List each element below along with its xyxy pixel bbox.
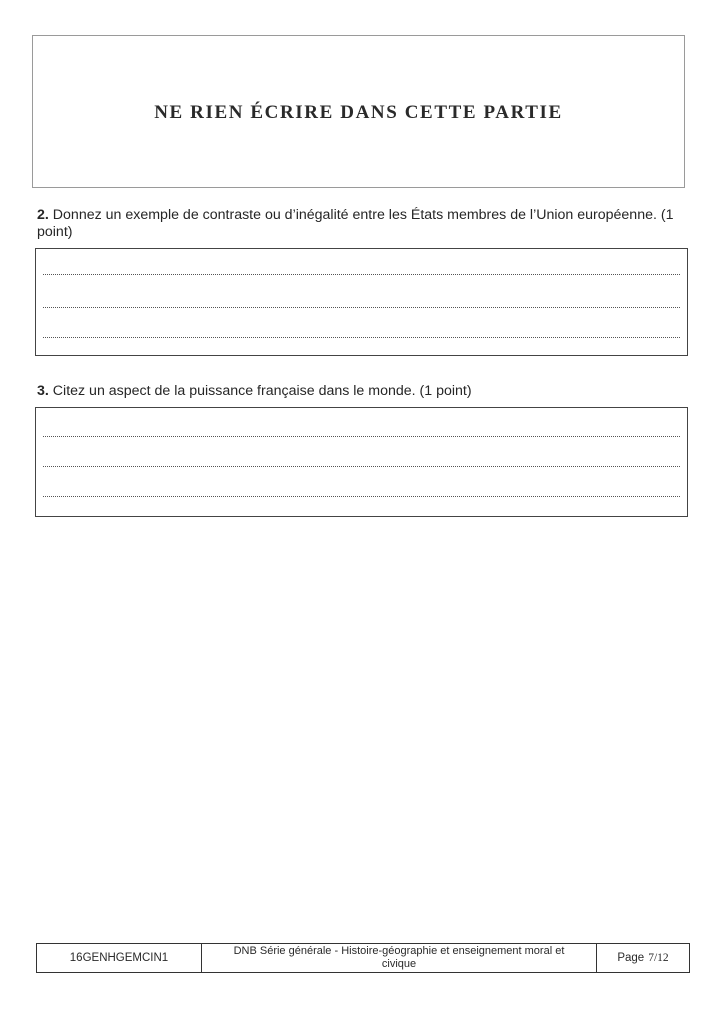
page-label: Page (617, 952, 645, 964)
question-text: Donnez un exemple de contraste ou d’inégalité entre les États membres de l’Union européenne. (1 point) (37, 207, 674, 240)
answer-box-question-3[interactable] (35, 407, 688, 517)
answer-line[interactable] (43, 337, 680, 338)
page-footer (36, 943, 690, 973)
page-indicator (597, 944, 689, 972)
question-2 (37, 207, 697, 241)
answer-line[interactable] (43, 496, 680, 497)
question-3 (37, 383, 697, 400)
no-writing-notice: NE RIEN ÉCRIRE DANS CETTE PARTIE (154, 101, 563, 123)
page-number: 7/12 (648, 952, 669, 964)
answer-line[interactable] (43, 274, 680, 275)
exam-title: DNB Série générale - Histoire-géographie et enseignement moral et civique (202, 944, 597, 972)
no-writing-zone (32, 35, 685, 188)
exam-code: 16GENHGEMCIN1 (37, 944, 202, 972)
answer-box-question-2[interactable] (35, 248, 688, 356)
question-text: Citez un aspect de la puissance française dans le monde. (1 point) (52, 383, 472, 399)
question-number: 3. (37, 383, 49, 399)
answer-line[interactable] (43, 466, 680, 467)
question-number: 2. (37, 207, 49, 223)
answer-line[interactable] (43, 307, 680, 308)
answer-line[interactable] (43, 436, 680, 437)
